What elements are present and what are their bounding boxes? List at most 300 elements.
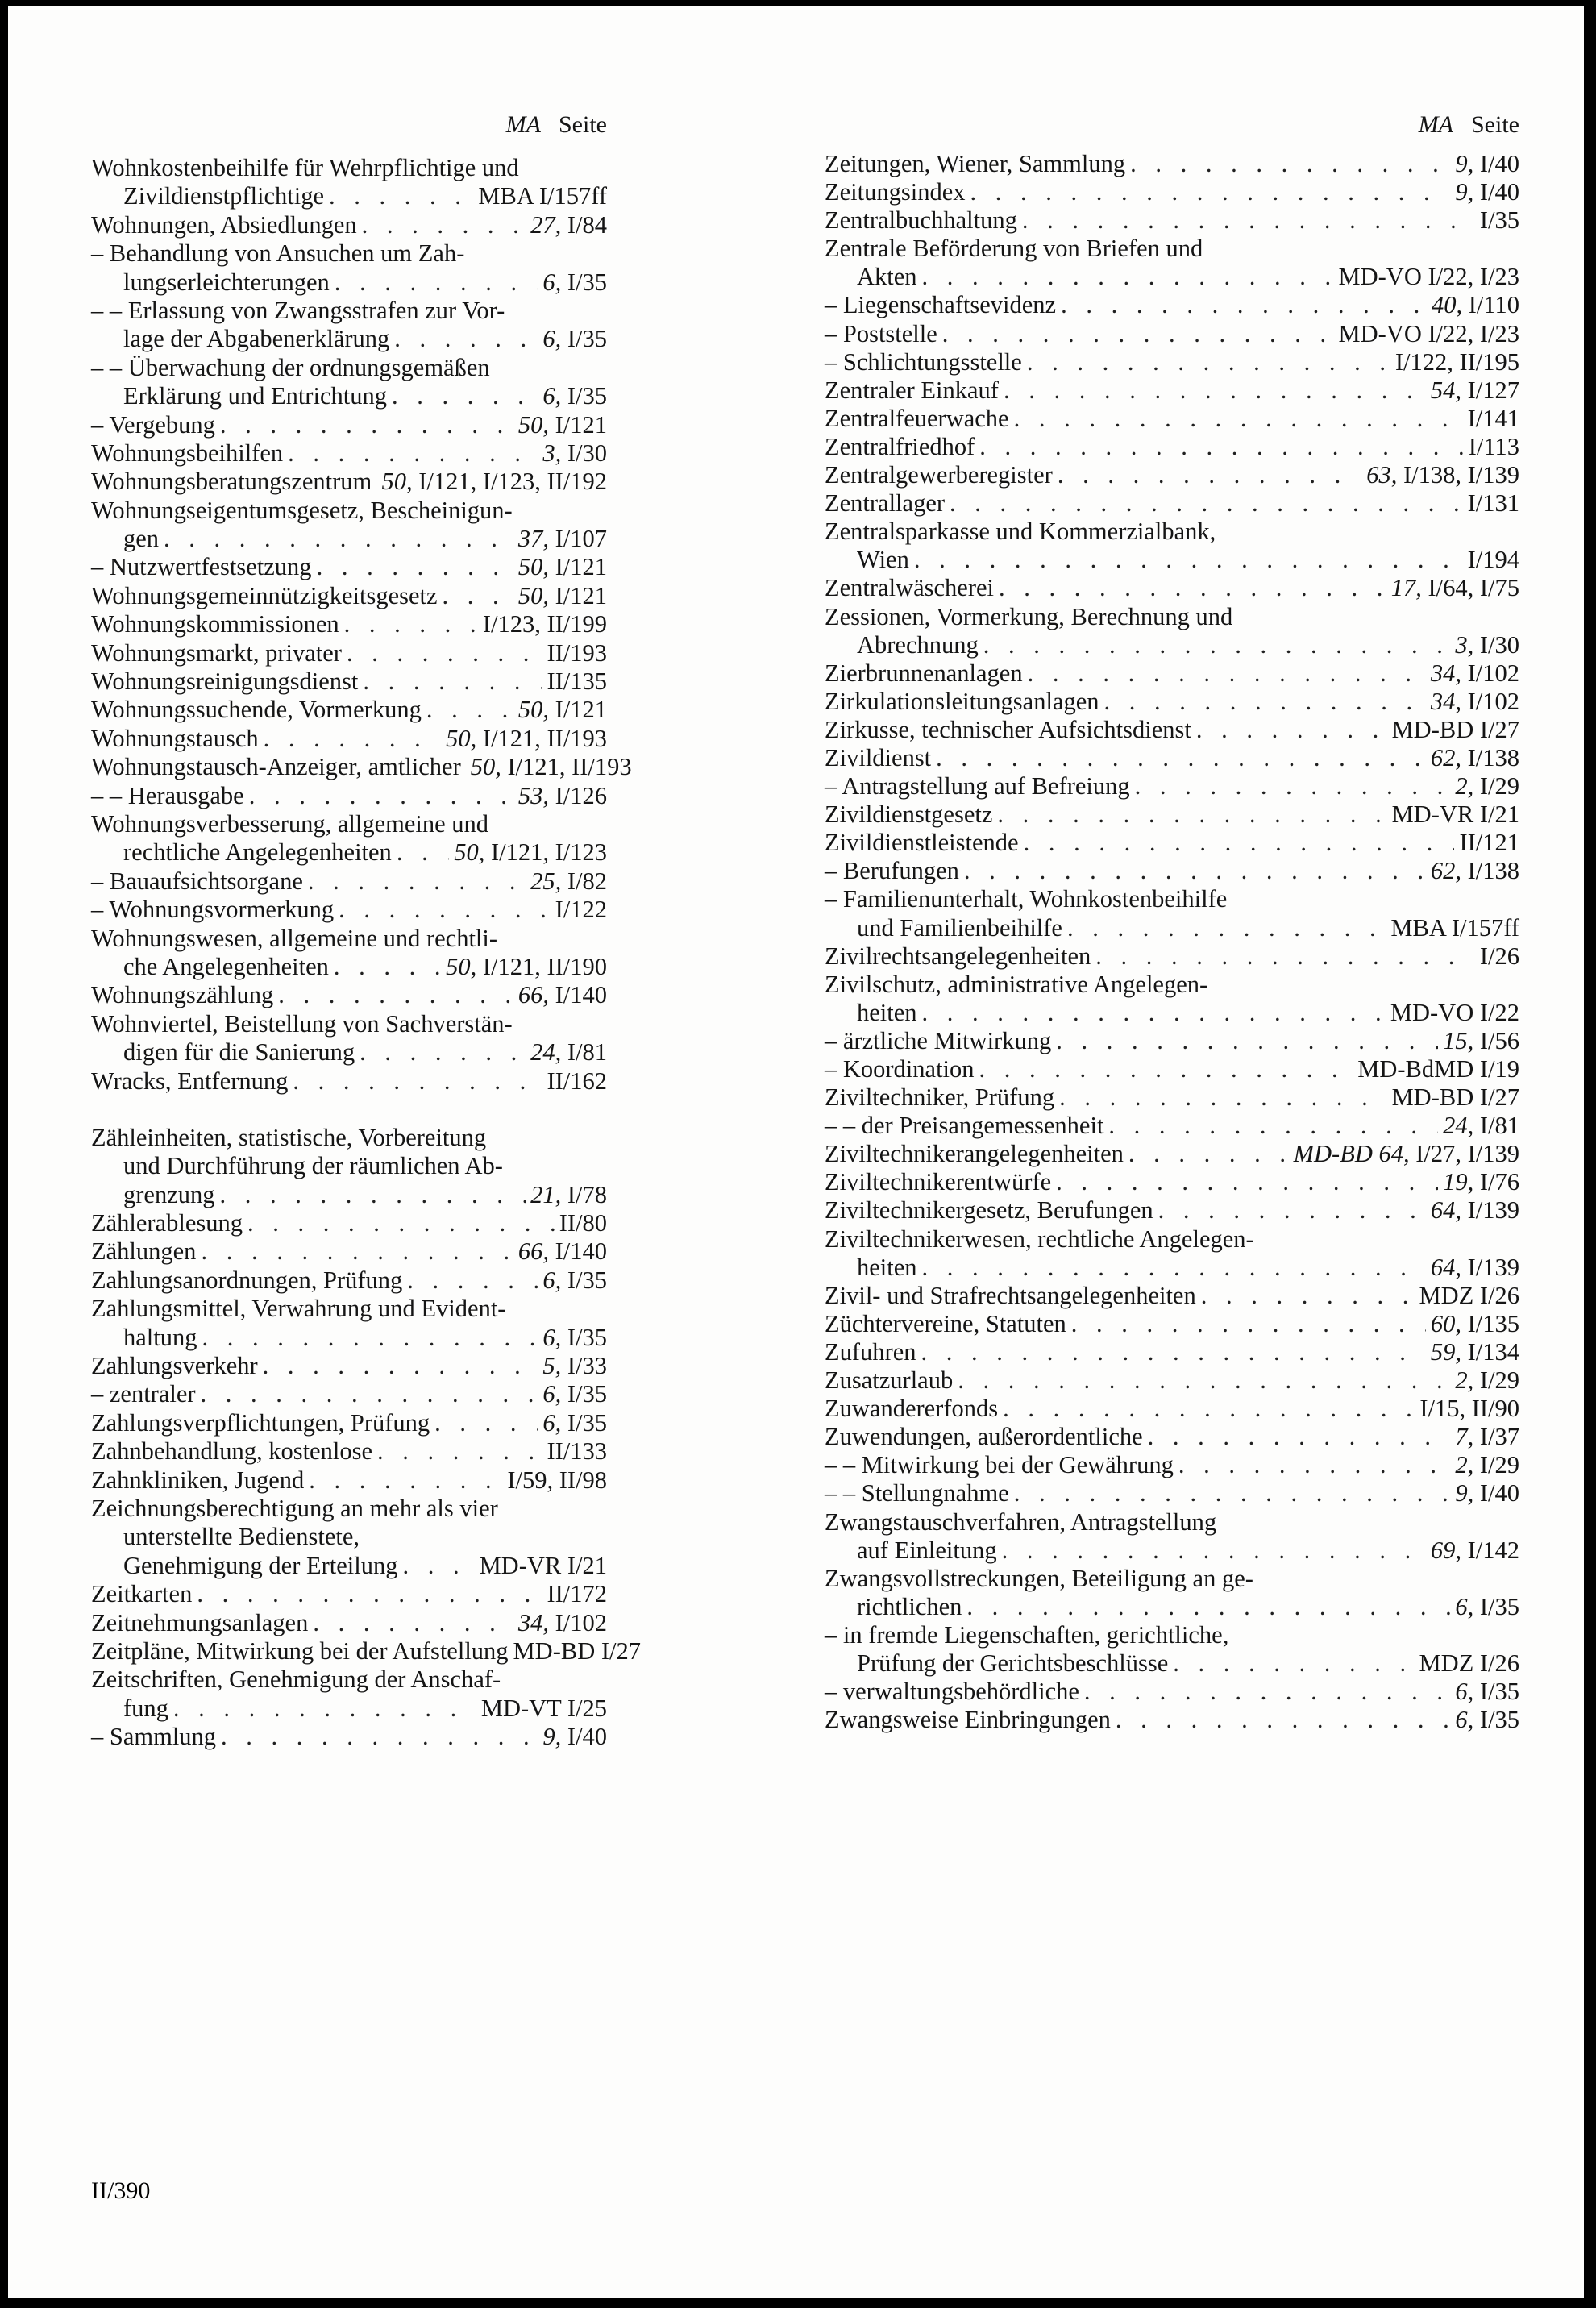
entry-term: Wohnungsberatungszentrum — [91, 468, 372, 496]
entry-term: heiten — [857, 1253, 917, 1281]
entry-page-ref: I/140 — [555, 981, 607, 1009]
dot-leader — [966, 178, 1451, 206]
entry-ma-number: 34, — [1430, 687, 1461, 715]
entry-reference — [1353, 1055, 1519, 1083]
entry-term: fung — [123, 1694, 168, 1722]
index-entry — [91, 1723, 607, 1751]
entry-reference — [449, 838, 607, 867]
entry-term: Zentralsparkasse und Kommerzialbank, — [825, 518, 1216, 546]
entry-reference — [1463, 546, 1519, 574]
entry-page-ref: I/37 — [1479, 1423, 1519, 1451]
entry-term: Zentrallager — [825, 489, 946, 518]
entry-term: Zentralwäscherei — [825, 574, 994, 602]
index-entry — [91, 1666, 607, 1694]
dot-leader — [917, 999, 1386, 1027]
index-entry — [825, 206, 1519, 235]
entry-reference — [538, 439, 607, 468]
entry-page-ref: I/84 — [567, 210, 607, 239]
dot-leader — [258, 1352, 538, 1380]
entry-term: Zahlungsverpflichtungen, Prüfung — [91, 1408, 430, 1437]
index-entry — [91, 867, 607, 896]
entry-term: Zahnkliniken, Jugend — [91, 1466, 305, 1494]
entry-reference — [513, 1237, 607, 1266]
dot-leader — [1099, 688, 1426, 716]
entry-ma-number: 50, — [454, 838, 485, 867]
index-entry — [91, 1324, 607, 1352]
entry-page-ref: I/56 — [1479, 1026, 1519, 1054]
index-entry — [91, 1580, 607, 1608]
entry-ma-number: 50, — [470, 753, 501, 781]
entry-ma-number: 34, — [517, 1608, 549, 1636]
header-seite: Seite — [1471, 111, 1519, 138]
entry-term: Wohnungstausch-Anzeiger, amtlicher — [91, 753, 461, 781]
entry-reference — [1450, 1423, 1519, 1451]
index-entry — [91, 782, 607, 810]
dot-leader — [1091, 942, 1475, 971]
entry-term: rechtliche Angelegenheiten — [123, 838, 392, 867]
dot-leader — [1125, 150, 1450, 178]
index-entry — [825, 1706, 1519, 1734]
entry-term: heiten — [857, 998, 917, 1026]
entry-term: – – Überwachung der ordnungsgemäßen — [91, 353, 490, 381]
index-entry — [825, 688, 1519, 716]
entry-ma-number: 17, — [1390, 574, 1422, 602]
entry-reference — [478, 610, 607, 638]
index-entry — [91, 981, 607, 1009]
dot-leader — [422, 696, 513, 724]
entry-page-ref: I/81 — [567, 1038, 607, 1067]
entry-reference — [538, 1723, 607, 1751]
entry-reference — [1450, 150, 1519, 178]
index-entry — [825, 461, 1519, 489]
entry-term: Zierbrunnenanlagen — [825, 659, 1023, 687]
entry-page-ref: I/138 — [1467, 857, 1519, 885]
entry-reference — [1426, 857, 1519, 885]
index-entry — [825, 1508, 1519, 1537]
entry-term: Zessionen, Vormerkung, Berechnung und — [825, 602, 1233, 630]
entry-reference — [1414, 1649, 1519, 1678]
dot-leader — [339, 610, 478, 638]
entry-reference — [1438, 1027, 1519, 1055]
entry-reference — [542, 1437, 607, 1466]
index-entry — [825, 518, 1519, 546]
dot-leader — [937, 320, 1334, 348]
entry-term: Züchtervereine, Statuten — [825, 1309, 1066, 1337]
entry-page-ref: I/102 — [555, 1608, 607, 1636]
index-entry — [91, 468, 607, 496]
dot-leader — [1103, 1112, 1438, 1140]
entry-term: Zentralfriedhof — [825, 432, 975, 460]
entry-reference — [513, 411, 607, 439]
entry-reference — [1386, 999, 1519, 1027]
entry-ma-number: 3, — [1455, 630, 1474, 659]
entry-term: Ziviltechnikerentwürfe — [825, 1168, 1052, 1196]
entry-term: Wohnungsmarkt, privater — [91, 638, 342, 667]
entry-ma-number: 27, — [530, 210, 562, 239]
entry-reference — [513, 525, 607, 553]
entry-page-ref: I/30 — [1479, 630, 1519, 659]
entry-page-ref: II/121 — [1459, 829, 1519, 857]
entry-term: Zufuhren — [825, 1337, 916, 1366]
entry-term: auf Einleitung — [857, 1536, 997, 1564]
entry-term: – Liegenschaftsevidenz — [825, 291, 1057, 319]
entry-page-ref: I/35 — [567, 1380, 607, 1408]
entry-term: Zivildienst — [825, 743, 932, 771]
entry-term: lage der Abgabenerklärung — [123, 325, 390, 353]
entry-ma-number: 54, — [1430, 376, 1461, 404]
entry-ma-number: 64, — [1430, 1253, 1461, 1281]
entry-page-ref: I/126 — [555, 781, 607, 809]
entry-reference — [542, 667, 607, 696]
index-entry — [825, 1423, 1519, 1451]
entry-term: Zeitungsindex — [825, 178, 966, 206]
entry-term: Zivildienstleistende — [825, 829, 1019, 857]
dot-leader — [1051, 1168, 1438, 1196]
entry-reference — [513, 553, 607, 581]
entry-page-ref: I/142 — [1467, 1536, 1519, 1564]
entry-reference — [513, 981, 607, 1009]
index-entry — [91, 1466, 607, 1495]
entry-term: Wohnungszählung — [91, 981, 274, 1009]
entry-ma-number: 9, — [542, 1723, 562, 1751]
entry-term: – verwaltungsbehördliche — [825, 1678, 1079, 1706]
entry-reference — [1450, 1479, 1519, 1507]
index-entry — [825, 1055, 1519, 1083]
index-entry — [825, 603, 1519, 631]
entry-reference — [1426, 744, 1519, 772]
entry-page-ref: MD-BD I/27 — [513, 1636, 641, 1665]
entry-term: Zuwendungen, außerordentliche — [825, 1423, 1143, 1451]
index-entry — [825, 744, 1519, 772]
entry-ma-number: 7, — [1455, 1423, 1474, 1451]
entry-term: Zentrale Beförderung von Briefen und — [825, 235, 1203, 263]
entry-reference — [551, 896, 607, 924]
index-entry — [91, 1010, 607, 1038]
dot-leader — [917, 263, 1334, 291]
index-entry — [91, 553, 607, 581]
dot-leader — [372, 1437, 542, 1466]
entry-term: – zentraler — [91, 1380, 196, 1408]
entry-page-ref: I/122, II/195 — [1394, 347, 1519, 376]
entry-term: Wohnungswesen, allgemeine und rechtli- — [91, 924, 498, 952]
entry-page-ref: MD-VR I/21 — [1391, 801, 1519, 829]
entry-page-ref: I/35 — [567, 1323, 607, 1351]
index-entry — [91, 1695, 607, 1723]
entry-reference — [1450, 178, 1519, 206]
entry-reference — [1463, 405, 1519, 433]
dot-leader — [1153, 1196, 1426, 1225]
entry-ma-number: 6, — [542, 1408, 562, 1437]
entry-page-ref: MD-BD I/27 — [1391, 1083, 1519, 1112]
index-list-left — [91, 154, 641, 1751]
entry-term: und Durchführung der räumlichen Ab- — [123, 1152, 503, 1180]
entry-term: Zirkulationsleitungsanlagen — [825, 687, 1099, 715]
dot-leader — [909, 546, 1463, 574]
entry-term: Zivilschutz, administrative Angelegen- — [825, 970, 1208, 998]
entry-term: Zeitpläne, Mitwirkung bei der Aufstellung — [91, 1636, 509, 1665]
index-entry — [825, 546, 1519, 574]
entry-term: Zentraler Einkauf — [825, 376, 999, 404]
entry-page-ref: I/29 — [1479, 1451, 1519, 1479]
index-entry — [91, 1636, 641, 1666]
index-entry — [825, 885, 1519, 913]
entry-reference — [1463, 489, 1519, 518]
entry-term: – Schlichtungsstelle — [825, 347, 1022, 376]
dot-leader — [358, 667, 542, 696]
entry-reference — [1450, 1451, 1519, 1479]
index-entry — [91, 1437, 607, 1466]
entry-reference — [1415, 1395, 1519, 1423]
entry-reference — [538, 1380, 607, 1408]
dot-leader — [273, 981, 513, 1009]
entry-page-ref: I/35 — [1479, 206, 1519, 235]
dot-leader — [312, 553, 513, 581]
entry-page-ref: I/35 — [567, 1266, 607, 1294]
entry-page-ref: I/138 — [1467, 743, 1519, 771]
entry-reference — [513, 696, 607, 724]
entry-ma-number: 6, — [1455, 1706, 1474, 1734]
entry-reference — [1450, 1678, 1519, 1706]
index-entry — [91, 1237, 607, 1266]
entry-reference — [502, 1466, 607, 1495]
entry-page-ref: I/141 — [1467, 404, 1519, 432]
dot-leader — [243, 1209, 555, 1237]
entry-term: Wohnungsreinigungsdienst — [91, 667, 359, 696]
entry-ma-number: 62, — [1430, 857, 1461, 885]
index-entry — [825, 178, 1519, 206]
entry-ma-number: 2, — [1455, 1366, 1474, 1395]
entry-ma-number: 24, — [1443, 1112, 1474, 1140]
entry-reference — [542, 1067, 607, 1096]
dot-leader — [1019, 829, 1455, 857]
entry-page-ref: I/29 — [1479, 1366, 1519, 1395]
dot-leader — [168, 1695, 476, 1723]
entry-term: Wohnungsgemeinnützigkeitsgesetz — [91, 581, 438, 609]
entry-term: Zahlungsverkehr — [91, 1352, 258, 1380]
dot-leader — [945, 489, 1463, 518]
entry-reference — [1454, 829, 1519, 857]
index-entry — [825, 1083, 1519, 1112]
entry-term: – – Erlassung von Zwangsstrafen zur Vor- — [91, 296, 505, 324]
index-entry — [91, 1181, 607, 1209]
entry-page-ref: I/121, I/123, II/192 — [418, 468, 607, 496]
entry-page-ref: I/40 — [1479, 178, 1519, 206]
entry-reference — [526, 1038, 607, 1067]
entry-ma-number: 50, — [517, 410, 549, 439]
entry-reference — [1450, 1593, 1519, 1621]
index-entry — [825, 1565, 1519, 1593]
entry-reference — [1426, 1196, 1519, 1225]
dot-leader — [979, 631, 1451, 659]
dot-leader — [1053, 461, 1361, 489]
entry-term: Zählungen — [91, 1237, 197, 1266]
header-ma: MA — [505, 111, 541, 138]
index-entry — [91, 582, 607, 610]
entry-page-ref: I/40 — [1479, 150, 1519, 177]
entry-page-ref: I/26 — [1479, 942, 1519, 970]
entry-page-ref: I/15, II/90 — [1419, 1395, 1519, 1423]
index-entry — [825, 1621, 1519, 1649]
dot-leader — [196, 1380, 538, 1408]
entry-reference — [475, 1552, 607, 1580]
entry-reference — [1450, 1366, 1519, 1395]
dot-leader — [329, 953, 441, 981]
entry-page-ref: I/113 — [1468, 432, 1519, 460]
entry-term: Zwangsweise Einbringungen — [825, 1706, 1111, 1734]
index-entry — [91, 325, 607, 353]
entry-term: – Wohnungsvormerkung — [91, 896, 335, 924]
entry-ma-number: 6, — [1455, 1678, 1474, 1706]
dot-leader — [216, 1723, 538, 1751]
entry-reference — [1386, 914, 1519, 942]
entry-term: Genehmigung der Erteilung — [123, 1551, 398, 1579]
entry-reference — [1464, 433, 1519, 461]
index-entry — [825, 489, 1519, 518]
entry-reference — [1387, 716, 1519, 744]
index-entry — [825, 235, 1519, 263]
entry-ma-number: 63, — [1366, 461, 1398, 489]
entry-page-ref: MBA I/157ff — [1390, 913, 1519, 942]
entry-term: – – Mitwirkung bei der Gewährung — [825, 1451, 1174, 1479]
dot-leader — [1124, 1140, 1289, 1168]
dot-leader — [917, 1254, 1426, 1282]
entry-reference — [526, 211, 607, 239]
dot-leader — [334, 896, 550, 924]
index-entry — [825, 1027, 1519, 1055]
entry-reference — [526, 867, 607, 896]
entry-page-ref: I/59, II/98 — [507, 1466, 607, 1494]
entry-reference — [1426, 1254, 1519, 1282]
entry-term: Prüfung der Gerichtsbeschlüsse — [857, 1649, 1169, 1677]
dot-leader — [159, 525, 513, 553]
entry-page-ref: II/80 — [559, 1209, 607, 1237]
dot-leader — [402, 1266, 538, 1295]
entry-ma-number: 69, — [1430, 1536, 1461, 1564]
dot-leader — [215, 411, 513, 439]
index-entry — [825, 348, 1519, 376]
entry-page-ref: I/138, I/139 — [1403, 461, 1519, 489]
entry-reference — [1361, 461, 1519, 489]
index-entry — [825, 1678, 1519, 1706]
entry-term: Ziviltechnikerwesen, rechtliche Angelegen- — [825, 1225, 1254, 1253]
entry-reference — [1386, 574, 1519, 602]
entry-term: Zentralfeuerwache — [825, 404, 1009, 432]
entry-term: Zentralbuchhaltung — [825, 206, 1017, 235]
entry-page-ref: I/64, I/75 — [1428, 574, 1519, 602]
entry-page-ref: II/135 — [547, 667, 607, 696]
entry-ma-number: 40, — [1432, 291, 1463, 319]
entry-reference — [542, 1580, 607, 1608]
entry-ma-number: 2, — [1455, 772, 1474, 801]
entry-page-ref: MBA I/157ff — [478, 182, 607, 210]
entry-page-ref: I/33 — [567, 1352, 607, 1380]
entry-term: Zeichnungsberechtigung an mehr als vier — [91, 1494, 498, 1522]
page-number: II/390 — [91, 2177, 151, 2204]
dot-leader — [999, 376, 1426, 405]
entry-page-ref: I/102 — [1467, 687, 1519, 715]
dot-leader — [931, 744, 1426, 772]
entry-ma-number: 9, — [1455, 1479, 1474, 1507]
entry-reference — [1450, 631, 1519, 659]
dot-leader — [1143, 1423, 1451, 1451]
entry-reference — [526, 1181, 607, 1209]
entry-term: – Nutzwertfestsetzung — [91, 553, 312, 581]
entry-term: – Behandlung von Ansuchen um Zah- — [91, 239, 465, 268]
dot-leader — [288, 1067, 542, 1096]
entry-term: – – Herausgabe — [91, 781, 244, 809]
entry-term: Zeitnehmungsanlagen — [91, 1608, 309, 1636]
entry-page-ref: I/35 — [1479, 1592, 1519, 1620]
index-entry — [825, 857, 1519, 885]
entry-term: – in fremde Liegenschaften, gerichtliche, — [825, 1620, 1229, 1649]
entry-term: Wohnviertel, Beistellung von Sachverstän- — [91, 1009, 513, 1038]
entry-page-ref: I/35 — [567, 268, 607, 296]
index-entry — [91, 925, 607, 953]
index-entry — [825, 1649, 1519, 1678]
index-entry — [91, 525, 607, 553]
entry-term: Ziviltechniker, Prüfung — [825, 1083, 1055, 1112]
index-entry — [91, 1409, 607, 1437]
entry-reference — [1334, 263, 1520, 291]
dot-leader — [192, 1580, 542, 1608]
entry-reference — [538, 325, 607, 353]
index-entry — [91, 182, 607, 210]
dot-leader — [1191, 716, 1387, 744]
index-entry — [91, 1352, 607, 1380]
dot-leader — [259, 725, 441, 753]
entry-page-ref: I/131 — [1467, 489, 1519, 518]
entry-term: Zwangstauschverfahren, Antragstellung — [825, 1507, 1217, 1536]
index-entry — [91, 725, 607, 753]
entry-ma-number: 50, — [517, 553, 549, 581]
entry-page-ref: I/194 — [1467, 546, 1519, 574]
index-entry — [825, 1593, 1519, 1621]
entry-term: Wohnungsverbesserung, allgemeine und — [91, 809, 489, 838]
dot-leader — [398, 1552, 475, 1580]
entry-page-ref: I/121 — [555, 696, 607, 724]
index-entry — [825, 914, 1519, 942]
entry-reference — [441, 953, 607, 981]
index-entry — [825, 433, 1519, 461]
entry-term: – Antragstellung auf Befreiung — [825, 772, 1130, 801]
dot-leader — [244, 782, 513, 810]
entry-term: Zentralgewerberegister — [825, 461, 1053, 489]
entry-page-ref: I/35 — [567, 382, 607, 410]
entry-ma-number: 60, — [1430, 1309, 1461, 1337]
entry-term: digen für die Sanierung — [123, 1038, 355, 1067]
entry-ma-number: 50, — [446, 952, 477, 980]
entry-term: gen — [123, 525, 160, 553]
index-entry — [825, 801, 1519, 829]
document-page — [8, 6, 1584, 2298]
entry-term: Wracks, Entfernung — [91, 1067, 289, 1095]
index-entry — [91, 1295, 607, 1323]
entry-page-ref: MD-VO I/22, I/23 — [1338, 319, 1519, 347]
entry-term: Wohnungen, Absiedlungen — [91, 210, 357, 239]
entry-term: – Vergebung — [91, 410, 215, 439]
entry-reference — [1450, 772, 1519, 801]
index-entry — [91, 1266, 607, 1295]
entry-ma-number: 9, — [1455, 150, 1474, 177]
entry-reference — [509, 1637, 641, 1666]
entry-term: Erklärung und Entrichtung — [123, 382, 387, 410]
header-seite: Seite — [559, 111, 607, 138]
index-entry — [91, 753, 632, 781]
dot-leader — [1051, 1027, 1438, 1055]
index-entry — [825, 1479, 1519, 1507]
index-entry — [825, 291, 1519, 319]
entry-page-ref: I/135 — [1467, 1309, 1519, 1337]
